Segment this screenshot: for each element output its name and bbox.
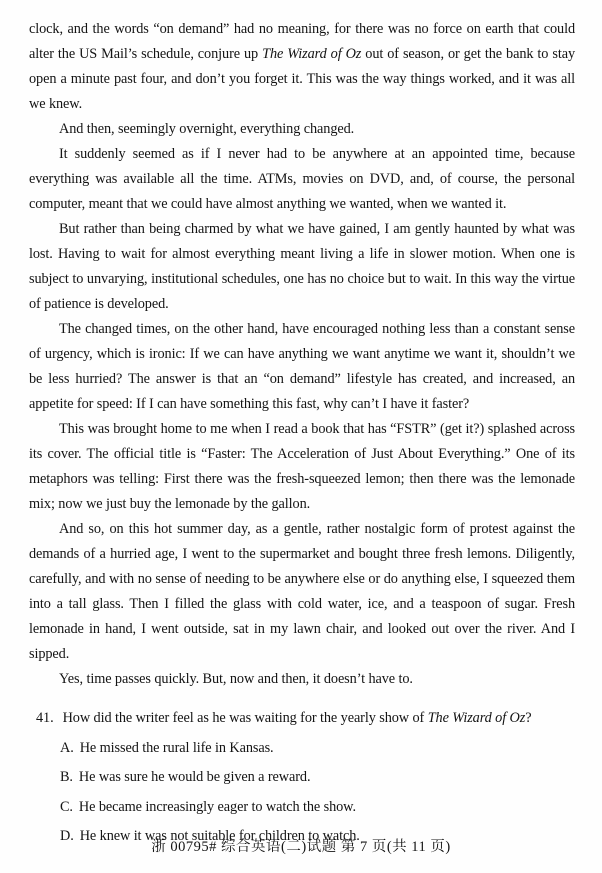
- option-a-label: A.: [60, 739, 74, 756]
- option-c-label: C.: [60, 798, 73, 815]
- option-b: [60, 764, 575, 790]
- question-41-options: [36, 735, 575, 850]
- question-41-text-end: ?: [525, 710, 532, 726]
- paragraph-8: Yes, time passes quickly. But, now and then, it doesn’t have to.: [59, 671, 413, 687]
- question-41-text-part: How did the writer feel as he was waiting for the yearly show of: [62, 710, 428, 726]
- paragraph-6: This was brought home to me when I read a book that has “FSTR” (get it?) splashed across its cover. The official title is “Faster: The Acceleration of Just About Everything.” One of its metaphors was telling: First there was the fresh-squeezed lemon; then there was the lemonade mix; now we just buy the lemonade by the gallon.: [29, 421, 575, 512]
- paragraph-3: It suddenly seemed as if I never had to be anywhere at an appointed time, because everything was available all the time. ATMs, movies on DVD, and, of course, the personal computer, meant that we could have almost anything we wanted, when we wanted it.: [29, 146, 575, 212]
- paragraph-5: The changed times, on the other hand, have encouraged nothing less than a constant sense of urgency, which is ironic: If we can have anything we want anytime we want it, shouldn’t we be less hurried? The answer is that an “on demand” lifestyle has created, and increased, an appetite for speed: If I can have something this fast, why can’t I have it faster?: [29, 321, 575, 412]
- paragraph-7: And so, on this hot summer day, as a gentle, rather nostalgic form of protest against the demands of a hurried age, I went to the supermarket and bought three fresh lemons. Diligently, carefully, and with no sense of needing to be anywhere else or do anything else, I squeezed them into a tall glass. Then I filled the glass with cold water, ice, and a teaspoon of sugar. Fresh lemonade in hand, I went outside, sat in my lawn chair, and looked out over the river. And I sipped.: [29, 521, 575, 662]
- paragraph-1-text: clock, and the words “on demand” had no meaning, for there was no force on earth that could alter the US Mail’s schedule, conjure up: [29, 21, 575, 62]
- option-a-text: He missed the rural life in Kansas.: [79, 739, 274, 756]
- option-a: [60, 735, 575, 761]
- book-title-wizard-of-oz-question: The Wizard of Oz: [427, 710, 526, 726]
- book-title-wizard-of-oz: The Wizard of Oz: [262, 46, 362, 62]
- option-c-text: He became increasingly eager to watch the show.: [78, 798, 356, 815]
- page-content: [29, 17, 575, 849]
- option-d-label: D.: [60, 828, 74, 844]
- paragraph-1-text-cont: out of season, or get the bank to stay open a minute past four, and don’t you forget it. This was the way things worked, and it was all we knew.: [29, 46, 575, 112]
- page-footer: 浙 00795# 综合英语(二)试题 第 7 页(共 11 页): [151, 839, 451, 855]
- paragraph-1: [29, 17, 575, 117]
- question-41-number: 41.: [36, 710, 54, 726]
- question-41-stem: [36, 705, 575, 731]
- option-b-label: B.: [60, 769, 73, 785]
- option-d-text: He knew it was not suitable for children to watch.: [79, 828, 360, 844]
- question-41-text: [63, 705, 575, 731]
- question-41: [29, 705, 575, 849]
- option-c: [60, 794, 575, 820]
- paragraph-2: And then, seemingly overnight, everything changed.: [59, 121, 355, 137]
- paragraph-4: But rather than being charmed by what we have gained, I am gently haunted by what was lost. Having to wait for almost everything meant living a life in slower motion. When one is subject to unvarying, institutional schedules, one has no choice but to wait. In this way the virtue of patience is developed.: [29, 221, 575, 312]
- reading-passage: [29, 17, 575, 692]
- option-b-text: He was sure he would be given a reward.: [78, 769, 311, 785]
